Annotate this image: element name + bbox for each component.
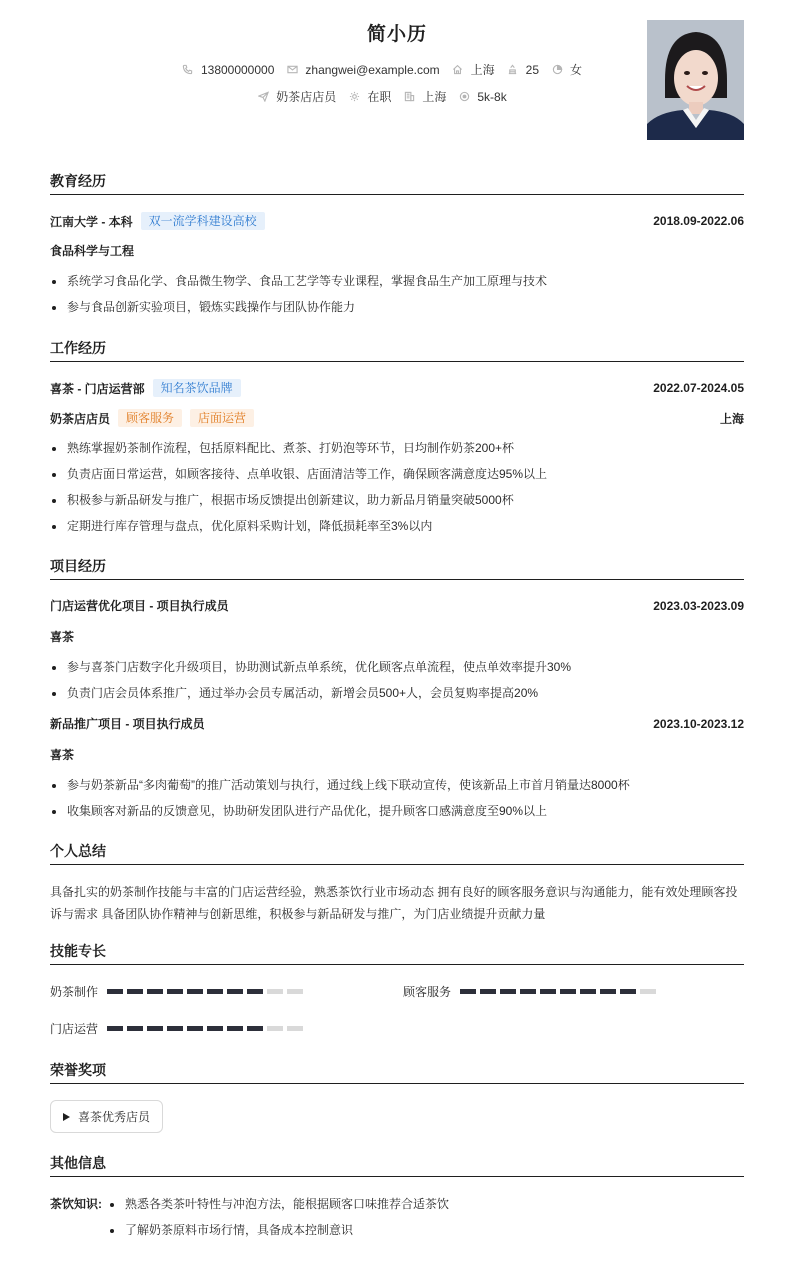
list-item: 定期进行库存管理与盘点，优化原料采购计划，降低损耗率至3%以内 bbox=[50, 518, 744, 534]
skill-level-bar bbox=[460, 989, 656, 994]
status-icon bbox=[348, 91, 360, 103]
other-section bbox=[50, 1153, 744, 1248]
contact-city: 上海 bbox=[452, 61, 495, 78]
major: 食品科学与工程 bbox=[50, 244, 135, 258]
role-tag: 顾客服务 bbox=[118, 409, 182, 427]
other-group bbox=[50, 1196, 744, 1248]
candidate-name: 简小历 bbox=[366, 24, 427, 45]
projects-section bbox=[50, 556, 744, 819]
project-name: 门店运营优化项目 - 项目执行成员 bbox=[50, 599, 229, 613]
work-entry-header bbox=[50, 379, 744, 397]
company-tag: 知名茶饮品牌 bbox=[153, 379, 241, 397]
project-date: 2023.10-2023.12 bbox=[653, 716, 744, 731]
skill-level-bar bbox=[107, 989, 303, 994]
building-icon bbox=[403, 91, 415, 103]
phone-icon bbox=[182, 64, 194, 76]
list-item: 参与喜茶门店数字化升级项目，协助测试新点单系统，优化顾客点单流程，使点单效率提升30% bbox=[50, 659, 744, 675]
honors-section bbox=[50, 1060, 744, 1133]
project-date: 2023.03-2023.09 bbox=[653, 598, 744, 613]
project-bullets bbox=[50, 777, 744, 819]
intent-status: 在职 bbox=[348, 88, 391, 105]
contact-row bbox=[20, 61, 744, 78]
project-org: 喜茶 bbox=[50, 748, 75, 762]
education-section bbox=[50, 171, 744, 315]
work-location: 上海 bbox=[719, 411, 744, 426]
list-item: 负责门店会员体系推广，通过举办会员专属活动，新增会员500+人，会员复购率提高20% bbox=[50, 685, 744, 701]
contact-age: 25 bbox=[507, 63, 539, 77]
list-item: 收集顾客对新品的反馈意见，协助研发团队进行产品优化，提升顾客口感满意度至90%以上 bbox=[50, 803, 744, 819]
skill-level-bar bbox=[107, 1026, 303, 1031]
section-title: 个人总结 bbox=[50, 841, 744, 865]
salary-icon bbox=[458, 91, 470, 103]
list-item: 熟悉各类茶叶特性与冲泡方法，能根据顾客口味推荐合适茶饮 bbox=[108, 1196, 744, 1212]
intent-salary: 5k-8k bbox=[458, 90, 506, 104]
summary-section bbox=[50, 841, 744, 925]
contact-email: zhangwei@example.com bbox=[286, 63, 439, 77]
company-name: 喜茶 - 门店运营部 bbox=[50, 381, 145, 396]
section-title: 荣誉奖项 bbox=[50, 1060, 744, 1084]
project-org: 喜茶 bbox=[50, 630, 75, 644]
intent-city: 上海 bbox=[403, 88, 446, 105]
section-title: 其他信息 bbox=[50, 1153, 744, 1177]
school-name: 江南大学 - 本科 bbox=[50, 214, 133, 229]
contact-gender: 女 bbox=[551, 61, 582, 78]
list-item: 参与奶茶新品“多肉葡萄”的推广活动策划与执行，通过线上线下联动宣传，使该新品上市首月销量达8000杯 bbox=[50, 777, 744, 793]
project-entry-header bbox=[50, 597, 744, 614]
project-entry-header bbox=[50, 715, 744, 732]
intent-row bbox=[20, 88, 744, 105]
section-title: 项目经历 bbox=[50, 556, 744, 580]
summary-text: 具备扎实的奶茶制作技能与丰富的门店运营经验，熟悉茶饮行业市场动态 拥有良好的顾客服务意识与沟通能力，能有效处理顾客投诉与需求 具备团队协作精神与创新思维，积极参与新品研发与推广，为门店业绩提升贡献力量 bbox=[50, 885, 738, 921]
section-title: 技能专长 bbox=[50, 941, 744, 965]
role-tag: 店面运营 bbox=[190, 409, 254, 427]
list-item: 参与食品创新实验项目，锻炼实践操作与团队协作能力 bbox=[50, 299, 744, 315]
education-entry-header bbox=[50, 212, 744, 230]
project-bullets bbox=[50, 659, 744, 701]
work-role-row bbox=[50, 409, 744, 427]
triangle-icon bbox=[63, 1113, 70, 1121]
honor-item: 喜茶优秀店员 bbox=[50, 1100, 163, 1133]
profile-photo bbox=[647, 20, 744, 140]
send-icon bbox=[257, 91, 269, 103]
school-tag: 双一流学科建设高校 bbox=[141, 212, 265, 230]
home-icon bbox=[452, 64, 464, 76]
work-section bbox=[50, 338, 744, 534]
contact-phone: 13800000000 bbox=[182, 63, 274, 77]
skills-section bbox=[50, 941, 744, 1037]
education-date: 2018.09-2022.06 bbox=[653, 214, 744, 228]
education-bullets bbox=[50, 273, 744, 315]
list-item: 系统学习食品化学、食品微生物学、食品工艺学等专业课程，掌握食品生产加工原理与技术 bbox=[50, 273, 744, 289]
resume-header bbox=[50, 0, 744, 160]
list-item: 熟练掌握奶茶制作流程，包括原料配比、煮茶、打奶泡等环节，日均制作奶茶200+杯 bbox=[50, 440, 744, 456]
list-item: 了解奶茶原料市场行情，具备成本控制意识 bbox=[108, 1222, 744, 1238]
skill-item: 门店运营 bbox=[50, 1020, 403, 1037]
skills-grid bbox=[50, 983, 744, 1037]
project-name: 新品推广项目 - 项目执行成员 bbox=[50, 717, 205, 731]
age-icon bbox=[507, 64, 519, 76]
role-name: 奶茶店店员 bbox=[50, 411, 111, 426]
other-label: 茶饮知识: bbox=[50, 1197, 102, 1211]
portrait-image bbox=[647, 20, 744, 140]
list-item: 积极参与新品研发与推广，根据市场反馈提出创新建议，助力新品月销量突破5000杯 bbox=[50, 492, 744, 508]
work-bullets bbox=[50, 440, 744, 534]
mail-icon bbox=[286, 64, 298, 76]
other-bullets bbox=[108, 1196, 744, 1248]
skill-item: 奶茶制作 bbox=[50, 983, 403, 1000]
intent-position: 奶茶店店员 bbox=[257, 88, 336, 105]
work-date: 2022.07-2024.05 bbox=[653, 381, 744, 395]
skill-item: 顾客服务 bbox=[403, 983, 744, 1000]
section-title: 教育经历 bbox=[50, 171, 744, 195]
list-item: 负责店面日常运营，如顾客接待、点单收银、店面清洁等工作，确保顾客满意度达95%以上 bbox=[50, 466, 744, 482]
gender-icon bbox=[551, 64, 563, 76]
section-title: 工作经历 bbox=[50, 338, 744, 362]
